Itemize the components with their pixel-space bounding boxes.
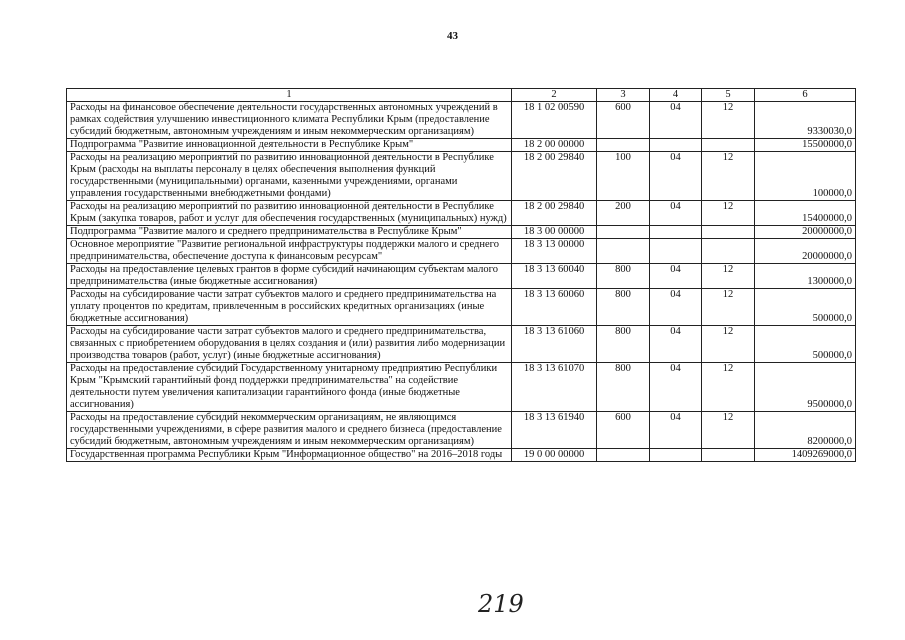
cell-rz: 04: [650, 102, 702, 139]
cell-rz: 04: [650, 412, 702, 449]
cell-name: Расходы на реализацию мероприятий по развитию инновационной деятельности в Республике Крым (расходы на выплаты персоналу в целях обеспечения выполнения функций государственными (муниципальными) органами, казенными учреждениями, органами управления государственными внебюджетными фондами): [67, 152, 512, 201]
cell-code: 18 3 13 60060: [512, 289, 597, 326]
cell-sum: 1300000,0: [755, 264, 856, 289]
cell-rz: [650, 449, 702, 462]
cell-code: 18 1 02 00590: [512, 102, 597, 139]
cell-name: Подпрограмма "Развитие малого и среднего предпринимательства в Республике Крым": [67, 226, 512, 239]
cell-vr: 800: [597, 326, 650, 363]
table-row: [67, 139, 856, 152]
header-cell-4: 4: [650, 89, 702, 102]
cell-pr: 12: [702, 289, 755, 326]
table-row: [67, 226, 856, 239]
cell-rz: 04: [650, 152, 702, 201]
table-row: [67, 239, 856, 264]
budget-table: [66, 88, 856, 462]
cell-code: 18 2 00 00000: [512, 139, 597, 152]
table-row: [67, 152, 856, 201]
cell-pr: [702, 449, 755, 462]
table-row: [67, 326, 856, 363]
cell-name: Основное мероприятие "Развитие региональной инфраструктуры поддержки малого и среднего предпринимательства, обеспечение доступа к финансовым ресурсам": [67, 239, 512, 264]
cell-pr: [702, 226, 755, 239]
cell-sum: 100000,0: [755, 152, 856, 201]
cell-sum: 8200000,0: [755, 412, 856, 449]
cell-code: 18 3 13 60040: [512, 264, 597, 289]
cell-pr: 12: [702, 152, 755, 201]
cell-code: 18 3 13 61940: [512, 412, 597, 449]
cell-code: 18 3 13 00000: [512, 239, 597, 264]
cell-sum: 500000,0: [755, 289, 856, 326]
cell-pr: [702, 139, 755, 152]
table-row: [67, 102, 856, 139]
cell-sum: 9330030,0: [755, 102, 856, 139]
page-number: 43: [447, 30, 458, 42]
cell-name: Расходы на субсидирование части затрат субъектов малого и среднего предпринимательства на уплату процентов по кредитам, привлеченным в российских кредитных организациях (иные бюджетные ассигнования): [67, 289, 512, 326]
cell-rz: [650, 139, 702, 152]
cell-code: 18 3 13 61060: [512, 326, 597, 363]
header-cell-2: 2: [512, 89, 597, 102]
cell-pr: 12: [702, 326, 755, 363]
cell-code: 18 2 00 29840: [512, 201, 597, 226]
cell-vr: 800: [597, 363, 650, 412]
cell-name: Расходы на субсидирование части затрат субъектов малого и среднего предпринимательства, связанных с приобретением оборудования в целях создания и (или) развития либо модернизации производства товаров (работ, услуг) (иные бюджетные ассигнования): [67, 326, 512, 363]
cell-rz: 04: [650, 326, 702, 363]
cell-rz: 04: [650, 289, 702, 326]
header-cell-3: 3: [597, 89, 650, 102]
cell-rz: 04: [650, 201, 702, 226]
cell-vr: 800: [597, 289, 650, 326]
cell-vr: [597, 239, 650, 264]
cell-rz: [650, 226, 702, 239]
cell-sum: 15400000,0: [755, 201, 856, 226]
cell-name: Расходы на предоставление субсидий некоммерческим организациям, не являющимся государственными учреждениями, в сфере развития малого и среднего бизнеса (предоставление субсидий бюджетным, автономным учреждениям и иным некоммерческим организациям): [67, 412, 512, 449]
cell-pr: [702, 239, 755, 264]
cell-vr: 100: [597, 152, 650, 201]
header-cell-6: 6: [755, 89, 856, 102]
cell-vr: 800: [597, 264, 650, 289]
handwritten-page-number: 219: [478, 590, 524, 618]
table-header-row: [67, 89, 856, 102]
cell-pr: 12: [702, 201, 755, 226]
table-row: [67, 412, 856, 449]
cell-sum: 20000000,0: [755, 239, 856, 264]
cell-code: 18 2 00 29840: [512, 152, 597, 201]
cell-sum: 9500000,0: [755, 363, 856, 412]
cell-code: 18 3 00 00000: [512, 226, 597, 239]
cell-rz: 04: [650, 363, 702, 412]
cell-rz: [650, 239, 702, 264]
table-row: [67, 264, 856, 289]
cell-code: 18 3 13 61070: [512, 363, 597, 412]
cell-name: Подпрограмма "Развитие инновационной деятельности в Республике Крым": [67, 139, 512, 152]
cell-name: Расходы на реализацию мероприятий по развитию инновационной деятельности в Республике Крым (закупка товаров, работ и услуг для обеспечения государственных (муниципальных) нужд): [67, 201, 512, 226]
cell-vr: [597, 139, 650, 152]
cell-sum: 15500000,0: [755, 139, 856, 152]
header-cell-1: 1: [67, 89, 512, 102]
cell-pr: 12: [702, 264, 755, 289]
cell-sum: 1409269000,0: [755, 449, 856, 462]
cell-vr: [597, 449, 650, 462]
cell-vr: 600: [597, 412, 650, 449]
cell-vr: 200: [597, 201, 650, 226]
cell-name: Расходы на предоставление субсидий Государственному унитарному предприятию Республики Крым "Крымский гарантийный фонд поддержки предпринимательства" на содействие деятельности путем увеличения капитализации гарантийного фонда (иные бюджетные ассигнования): [67, 363, 512, 412]
cell-name: Государственная программа Республики Крым "Информационное общество" на 2016–2018 годы: [67, 449, 512, 462]
table-row: [67, 201, 856, 226]
table-row: [67, 449, 856, 462]
header-cell-5: 5: [702, 89, 755, 102]
cell-code: 19 0 00 00000: [512, 449, 597, 462]
cell-name: Расходы на финансовое обеспечение деятельности государственных автономных учреждений в рамках содействия улучшению инвестиционного климата Республики Крым (предоставление субсидий бюджетным, автономным учреждениям и иным некоммерческим организациям): [67, 102, 512, 139]
cell-name: Расходы на предоставление целевых грантов в форме субсидий начинающим субъектам малого предпринимательства (иные бюджетные ассигнования): [67, 264, 512, 289]
cell-pr: 12: [702, 102, 755, 139]
cell-vr: 600: [597, 102, 650, 139]
cell-pr: 12: [702, 363, 755, 412]
cell-sum: 20000000,0: [755, 226, 856, 239]
cell-vr: [597, 226, 650, 239]
table-row: [67, 363, 856, 412]
cell-sum: 500000,0: [755, 326, 856, 363]
cell-pr: 12: [702, 412, 755, 449]
cell-rz: 04: [650, 264, 702, 289]
table-row: [67, 289, 856, 326]
